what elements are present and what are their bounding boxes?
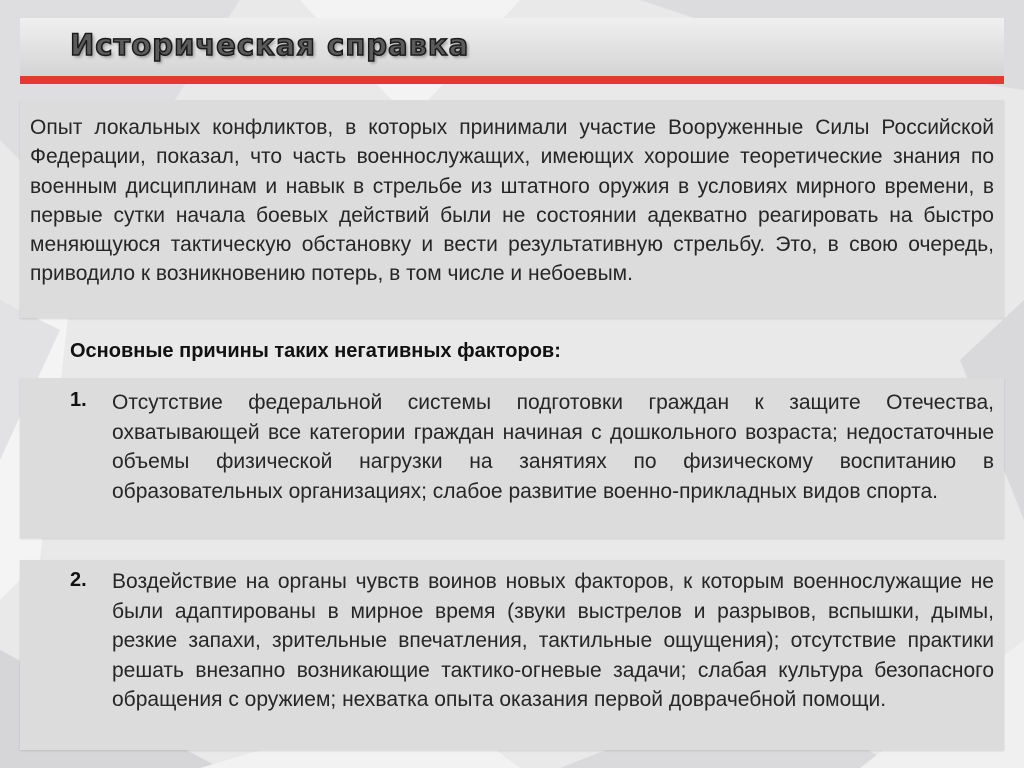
slide-title: Историческая справка [70, 28, 470, 62]
cause-text-1: Отсутствие федеральной системы подготовки граждан к защите Отечества, охватывающей все категории граждан начиная с дошкольного возраста; недостаточные объемы физической нагрузки на занятиях по физическому воспитанию в образовательных организациях; слабое развитие военно-прикладных видов спорта. [112, 391, 994, 503]
cause-text-2: Воздействие на органы чувств воинов новых факторов, к которым военнослужащие не были адаптированы в мирное время (звуки выстрелов и разрывов, вспышки, дымы, резкие запахи, зрительные впечатления, тактильные ощущения); отсутствие практики решать внезапно возникающие тактико-огневые задачи; слабая культура безопасного обращения с оружием; нехватка опыта оказания первой доврачебной помощи. [112, 570, 994, 712]
causes-heading: Основные причины таких негативных факторов: [70, 340, 561, 362]
cause-number-2: 2. [70, 569, 87, 591]
title-accent-stripe [20, 76, 1004, 84]
cause-number-1: 1. [70, 389, 87, 411]
intro-paragraph: Опыт локальных конфликтов, в которых принимали участие Вооруженные Силы Российской Федерации, показал, что часть военнослужащих, имеющих хорошие теоретические знания по военным дисциплинам и навык в стрельбе из штатного оружия в условиях мирного времени, в первые сутки начала боевых действий были не состоянии адекватно реагировать на быстро меняющуюся тактическую обстановку и вести результативную стрельбу. Это, в свою очередь, приводило к возникновению потерь, в том числе и небоевым. [30, 116, 994, 286]
